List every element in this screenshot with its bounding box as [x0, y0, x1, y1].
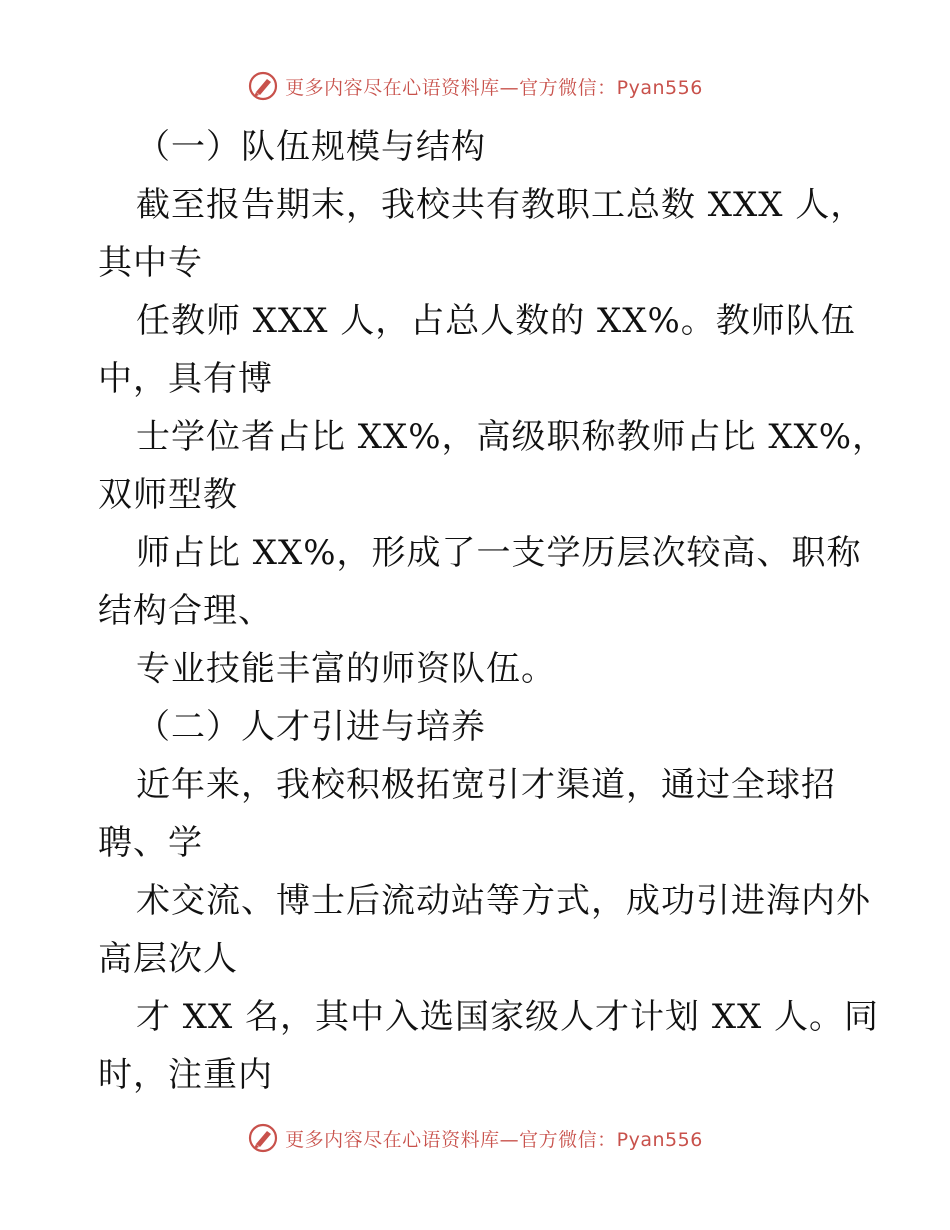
- paragraph-line: 聘、学: [98, 823, 203, 863]
- paragraph-line: 截至报告期末，我校共有教职工总数 XXX 人，: [136, 185, 866, 225]
- watermark-text: 更多内容尽在心语资料库—官方微信：Pyan556: [285, 1128, 703, 1151]
- paragraph-line: 师占比 XX%，形成了一支学历层次较高、职称: [136, 533, 862, 573]
- paragraph-line: 其中专: [98, 243, 203, 283]
- paragraph-line: 术交流、博士后流动站等方式，成功引进海内外: [136, 881, 871, 921]
- paragraph-line: 专业技能丰富的师资队伍。: [136, 649, 556, 689]
- paragraph-line: 任教师 XXX 人，占总人数的 XX%。教师队伍: [136, 301, 856, 341]
- header-watermark: [0, 70, 950, 102]
- paragraph-line: 双师型教: [98, 475, 238, 515]
- document-body: [98, 118, 888, 1104]
- section-heading: （一）队伍规模与结构: [136, 127, 486, 167]
- section-heading: （二）人才引进与培养: [136, 707, 486, 747]
- paragraph-line: 时，注重内: [98, 1055, 273, 1095]
- paragraph-line: 近年来，我校积极拓宽引才渠道，通过全球招: [136, 765, 836, 805]
- pen-logo-icon: [247, 70, 279, 102]
- pen-logo-icon: [247, 1122, 279, 1154]
- paragraph-line: 士学位者占比 XX%，高级职称教师占比 XX%，: [136, 417, 888, 457]
- footer-watermark: [0, 1122, 950, 1154]
- paragraph-line: 才 XX 名，其中入选国家级人才计划 XX 人。同: [136, 997, 880, 1037]
- watermark-text: 更多内容尽在心语资料库—官方微信：Pyan556: [285, 76, 703, 99]
- paragraph-line: 中，具有博: [98, 359, 273, 399]
- paragraph-line: 高层次人: [98, 939, 238, 979]
- paragraph-line: 结构合理、: [98, 591, 273, 631]
